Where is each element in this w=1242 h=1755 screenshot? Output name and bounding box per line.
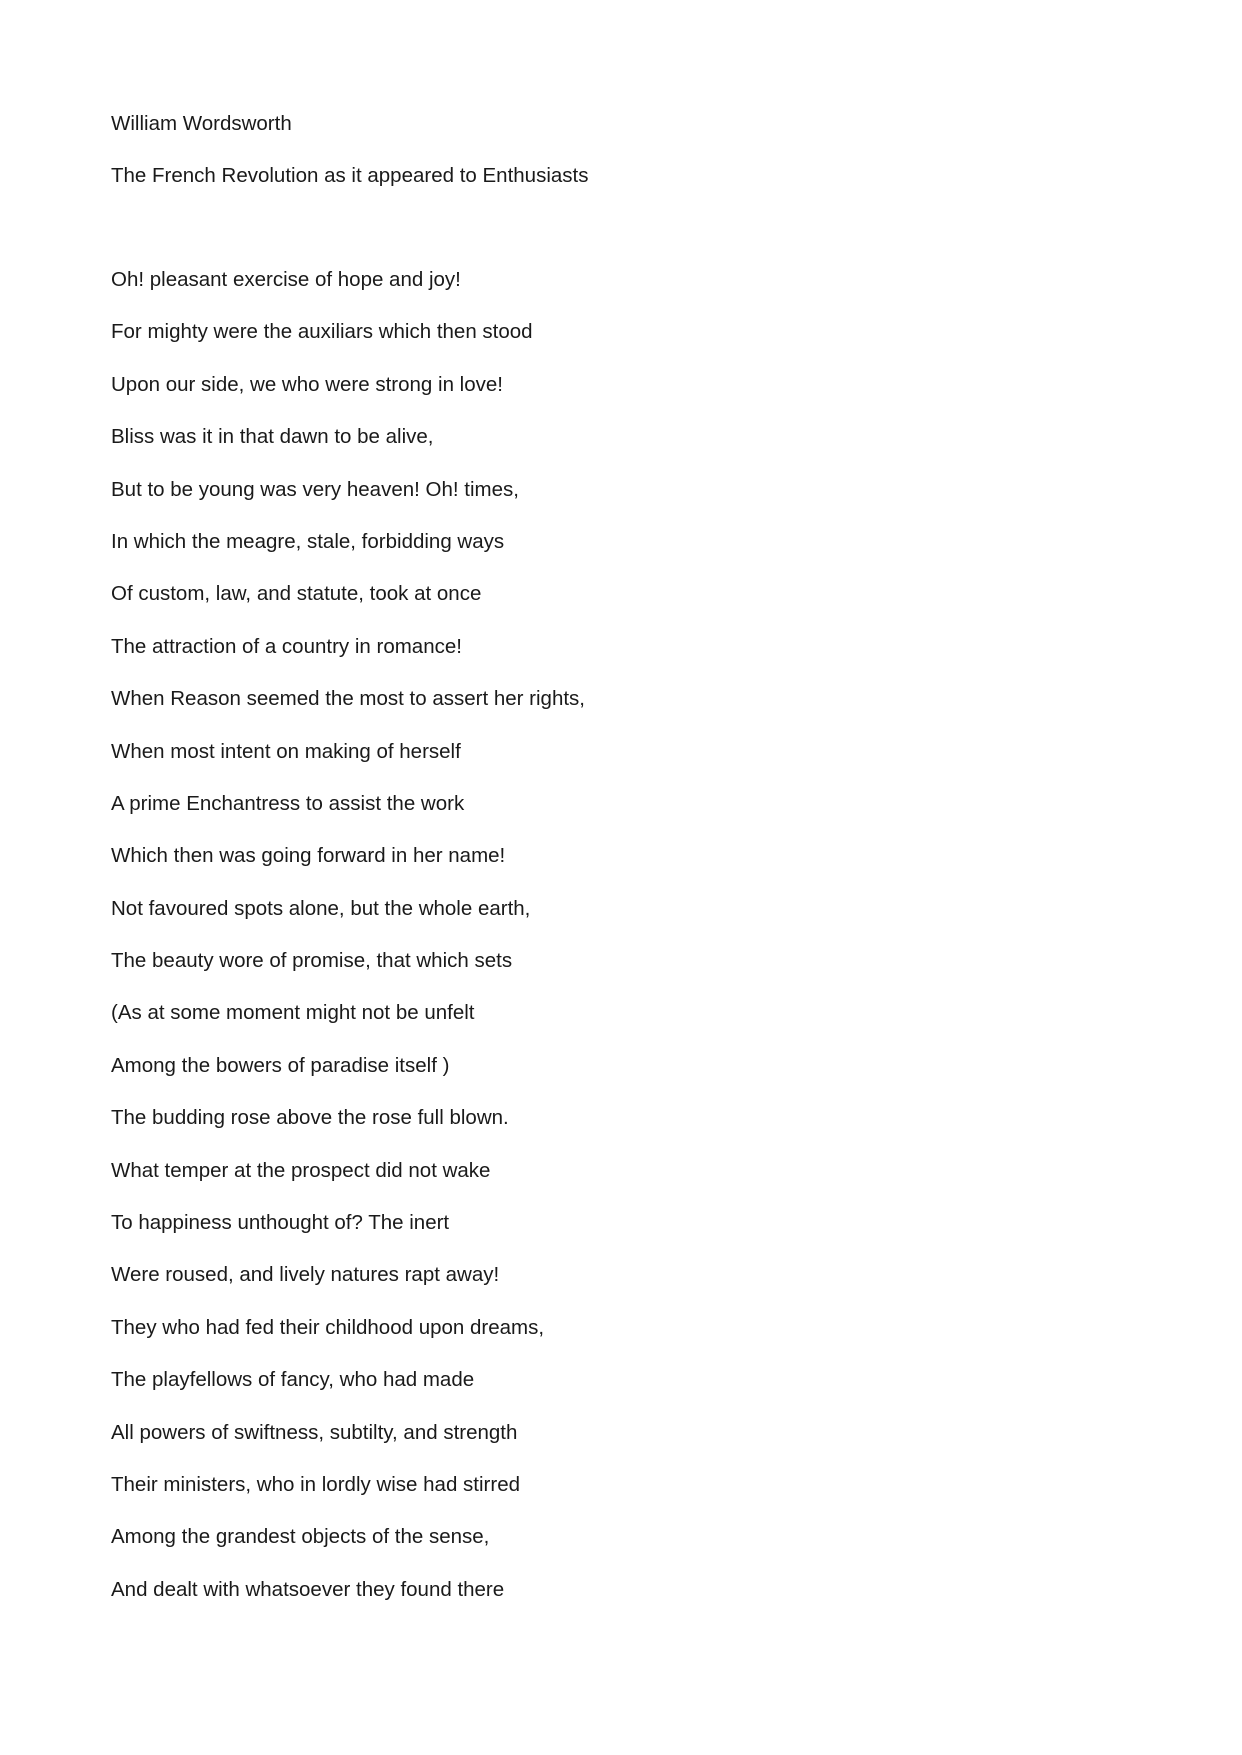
poem-line: Bliss was it in that dawn to be alive, [111, 425, 434, 449]
poem-line: Oh! pleasant exercise of hope and joy! [111, 268, 461, 291]
poem-line: And dealt with whatsoever they found there [111, 1577, 505, 1601]
poem-line: The playfellows of fancy, who had made [111, 1368, 475, 1392]
poem-line: The budding rose above the rose full blown. [111, 1106, 509, 1130]
document-body [111, 112, 1111, 1630]
poem-line: What temper at the prospect did not wake [111, 1158, 491, 1182]
poem-line: To happiness unthought of? The inert [111, 1211, 450, 1235]
poem-line: They who had fed their childhood upon dreams, [111, 1315, 545, 1339]
poem-stanza [111, 268, 1111, 1602]
poem-line: A prime Enchantress to assist the work [111, 791, 465, 815]
poem-line: Among the bowers of paradise itself ) [111, 1053, 450, 1077]
poem-line: All powers of swiftness, subtilty, and strength [111, 1420, 518, 1444]
poem-line: When Reason seemed the most to assert her rights, [111, 687, 586, 711]
poem-line: Of custom, law, and statute, took at once [111, 582, 482, 606]
poem-line: Their ministers, who in lordly wise had stirred [111, 1472, 520, 1496]
poem-line: Upon our side, we who were strong in love! [111, 372, 503, 396]
poem-line: Among the grandest objects of the sense, [111, 1525, 490, 1549]
poem-line: When most intent on making of herself [111, 739, 461, 763]
poem-line: (As at some moment might not be unfelt [111, 1001, 475, 1025]
poem-line: Not favoured spots alone, but the whole earth, [111, 896, 531, 920]
poem-line: In which the meagre, stale, forbidding ways [111, 529, 505, 553]
poem-line: For mighty were the auxiliars which then stood [111, 320, 533, 344]
poem-line: But to be young was very heaven! Oh! times, [111, 477, 519, 501]
author-name: William Wordsworth [111, 112, 292, 135]
poem-line: The attraction of a country in romance! [111, 634, 462, 658]
poem-line: Were roused, and lively natures rapt away! [111, 1263, 500, 1287]
poem-title: The French Revolution as it appeared to Enthusiasts [111, 164, 589, 187]
poem-line: The beauty wore of promise, that which sets [111, 949, 513, 973]
poem-line: Which then was going forward in her name! [111, 844, 506, 868]
